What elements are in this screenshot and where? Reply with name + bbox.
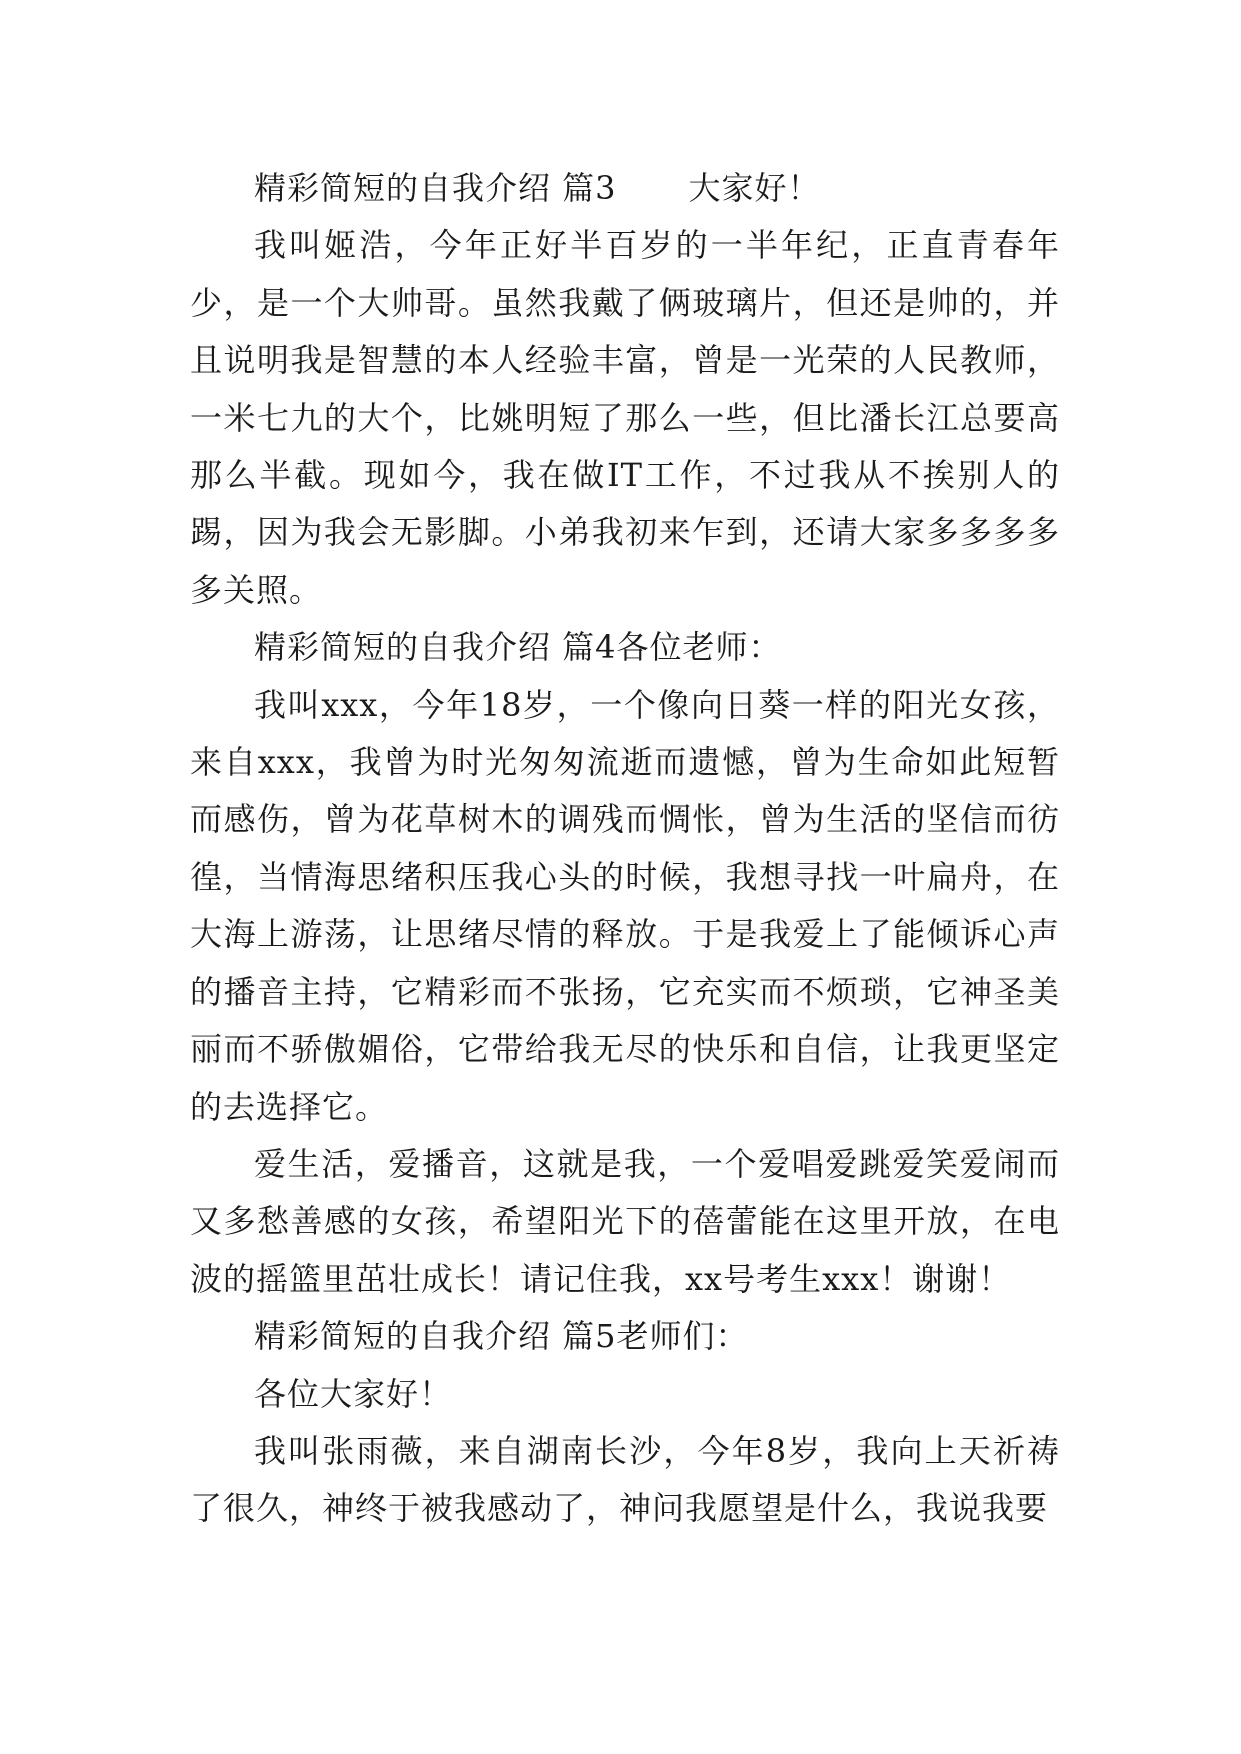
heading-text: 精彩简短的自我介绍 篇3 <box>254 169 617 207</box>
section-heading-5: 精彩简短的自我介绍 篇5老师们： <box>254 1317 749 1356</box>
greeting-text: 大家好！ <box>688 169 821 207</box>
paragraph: 我叫xxx，今年18岁，一个像向日葵一样的阳光女孩，来自xxx，我曾为时光匆匆流逝而遗憾，曾为生命如此短暂而感伤，曾为花草树木的调残而惆怅，曾为生活的坚信而彷徨，当情海思绪积压我心头的时候，我想寻找一叶扁舟，在大海上游荡，让思绪尽情的释放。于是我爱上了能倾诉心声的播音主持，它精彩而不张扬，它充实而不烦琐，它神圣美丽而不骄傲媚俗，它带给我无尽的快乐和自信，让我更坚定的去选择它。 <box>190 685 1060 1126</box>
section-heading-4: 精彩简短的自我介绍 篇4各位老师： <box>254 628 782 667</box>
paragraph: 各位大家好！ <box>254 1374 453 1413</box>
document-body <box>190 160 1060 1538</box>
section-heading-3 <box>190 160 1060 217</box>
paragraph: 我叫姬浩，今年正好半百岁的一半年纪，正直青春年少，是一个大帅哥。虽然我戴了俩玻璃片，但还是帅的，并且说明我是智慧的本人经验丰富，曾是一光荣的人民教师，一米七九的大个，比姚明短了那么一些，但比潘长江总要高那么半截。现如今，我在做IT工作，不过我从不挨别人的踢，因为我会无影脚。小弟我初来乍到，还请大家多多多多多关照。 <box>190 226 1060 609</box>
paragraph: 我叫张雨薇，来自湖南长沙，今年8岁，我向上天祈祷了很久，神终于被我感动了，神问我愿望是什么，我说我要 <box>190 1431 1060 1528</box>
paragraph: 爱生活，爱播音，这就是我，一个爱唱爱跳爱笑爱闹而又多愁善感的女孩，希望阳光下的蓓蕾能在这里开放，在电波的摇篮里茁壮成长！请记住我，xx号考生xxx！谢谢！ <box>190 1144 1060 1298</box>
